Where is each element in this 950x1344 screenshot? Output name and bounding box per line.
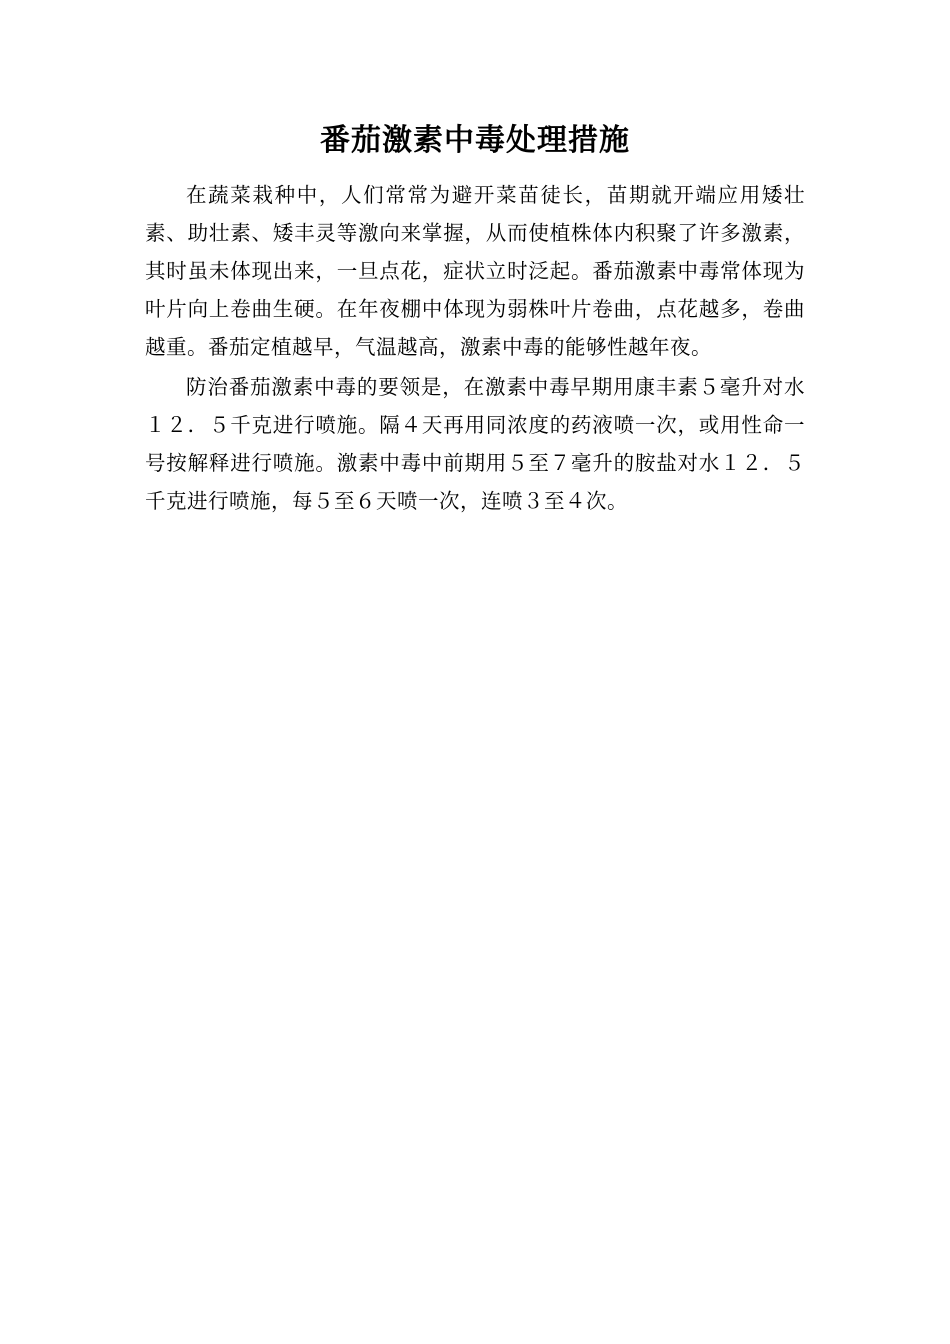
paragraph-treatment: 防治番茄激素中毒的要领是，在激素中毒早期用康丰素５毫升对水１２．５千克进行喷施。隔４天再用同浓度的药液喷一次，或用性命一号按解释进行喷施。激素中毒中前期用５至７毫升的胺盐对水１２．５千克进行喷施，每５至６天喷一次，连喷３至４次。 bbox=[145, 375, 805, 513]
paragraph-symptoms: 在蔬菜栽种中，人们常常为避开菜苗徒长，苗期就开端应用矮壮素、助壮素、矮丰灵等激向来掌握，从而使植株体内积聚了许多激素，其时虽未体现出来，一旦点花，症状立时泛起。番茄激素中毒常体现为叶片向上卷曲生硬。在年夜棚中体现为弱株叶片卷曲，点花越多，卷曲越重。番茄定植越早，气温越高，激素中毒的能够性越年夜。 bbox=[145, 183, 805, 359]
document-body bbox=[145, 118, 805, 522]
document-title: 番茄激素中毒处理措施 bbox=[320, 123, 630, 158]
